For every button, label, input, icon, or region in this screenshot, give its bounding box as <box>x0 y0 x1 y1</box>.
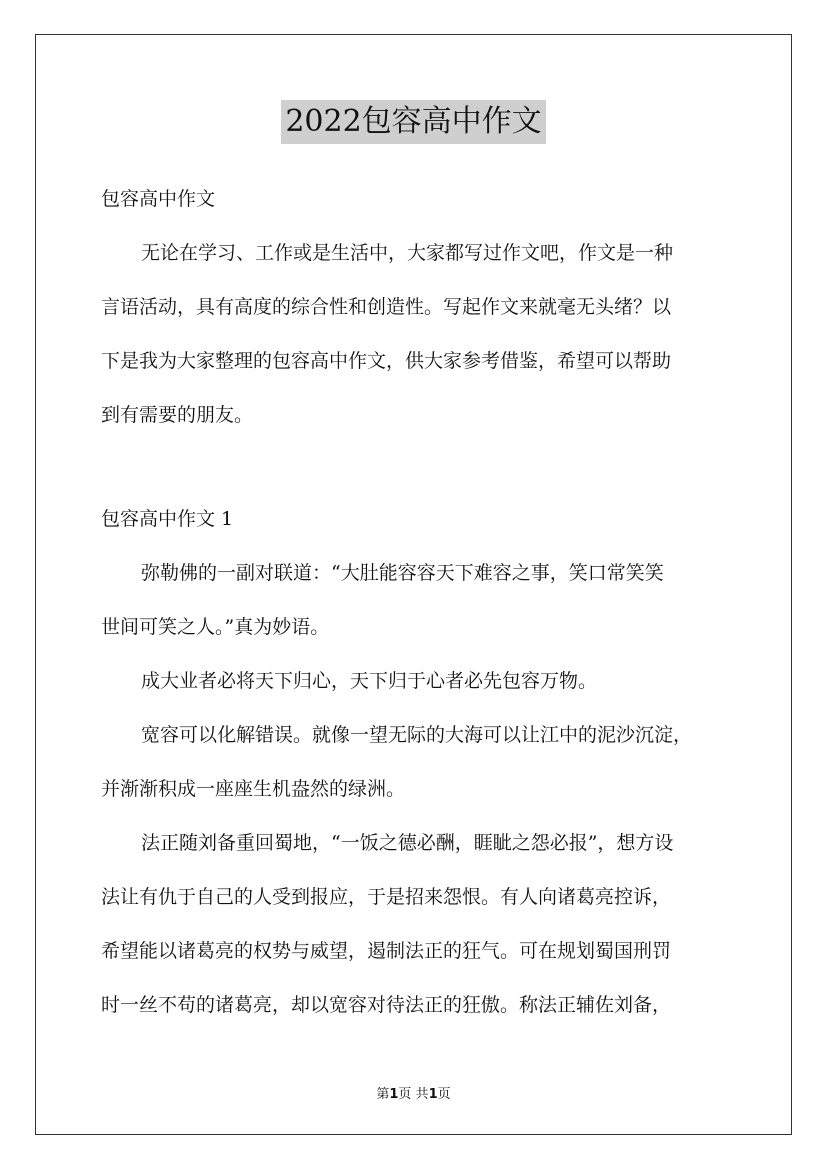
footer-suffix: 页 <box>437 1087 451 1102</box>
body-line: 并渐渐积成一座座生机盎然的绿洲。 <box>101 778 406 800</box>
body-line: 时一丝不苟的诸葛亮，却以宽容对待法正的狂傲。称法正辅佐刘备， <box>101 994 672 1016</box>
body-line: 成大业者必将天下归心，天下归于心者必先包容万物。 <box>141 670 598 692</box>
intro-line: 到有需要的朋友。 <box>101 404 254 426</box>
intro-line: 下是我为大家整理的包容高中作文，供大家参考借鉴，希望可以帮助 <box>101 350 672 372</box>
intro-line: 言语活动，具有高度的综合性和创造性。写起作文来就毫无头绪？以 <box>101 296 672 318</box>
body-line: 法让有仇于自己的人受到报应，于是招来怨恨。有人向诸葛亮控诉， <box>101 886 672 908</box>
footer-mid: 页 共 <box>398 1087 429 1102</box>
body-line: 世间可笑之人。”真为妙语。 <box>101 616 330 638</box>
footer-prefix: 第 <box>376 1087 390 1102</box>
document-title: 2022包容高中作文 <box>281 100 545 144</box>
body-line: 希望能以诸葛亮的权势与威望，遏制法正的狂气。可在规划蜀国刑罚 <box>101 940 672 962</box>
body-line: 弥勒佛的一副对联道：“大肚能容容天下难容之事，笑口常笑笑 <box>141 562 664 584</box>
intro-line: 无论在学习、工作或是生活中，大家都写过作文吧，作文是一种 <box>141 242 674 264</box>
footer-page-total: 1 <box>428 1087 438 1102</box>
document-heading: 包容高中作文 <box>101 188 216 210</box>
spacer <box>101 442 731 492</box>
footer-page-number: 1 <box>389 1087 399 1102</box>
title-container <box>0 100 827 144</box>
document-body <box>101 172 731 1032</box>
page-footer <box>0 1083 827 1102</box>
body-line: 宽容可以化解错误。就像一望无际的大海可以让江中的泥沙沉淀， <box>141 724 693 746</box>
section-title: 包容高中作文 1 <box>101 508 234 530</box>
body-line: 法正随刘备重回蜀地，“一饭之德必酬，睚眦之怨必报”，想方设 <box>141 832 674 854</box>
